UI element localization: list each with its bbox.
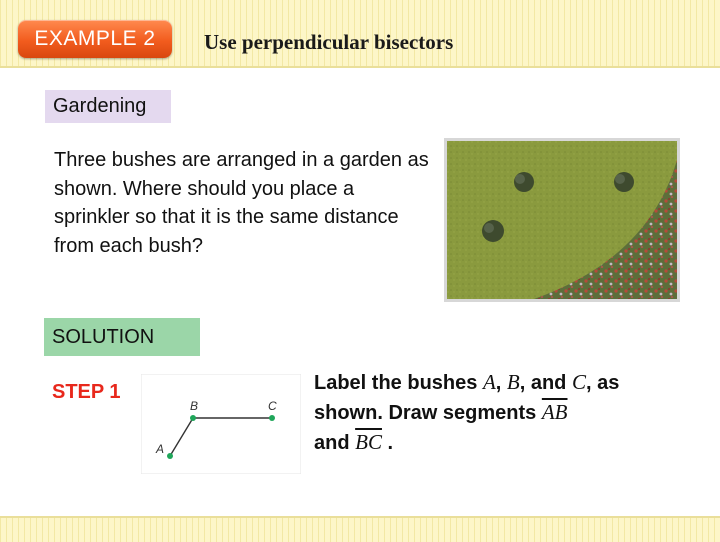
step1-text-part: and: [314, 432, 356, 454]
point-c-dot: [269, 415, 275, 421]
bush-icon: [514, 172, 534, 192]
step1-text-part: Label the bushes: [314, 372, 483, 394]
step1-text-part: ,: [495, 372, 507, 394]
solution-label: SOLUTION: [44, 318, 200, 356]
example-badge: EXAMPLE 2: [18, 20, 172, 58]
point-c-label: C: [268, 399, 277, 413]
step1-text: [314, 368, 674, 458]
segment-ab: [170, 418, 193, 456]
problem-text: Three bushes are arranged in a garden as shown. Where should you place a sprinkler so that it is the same distance from each bush?: [54, 149, 429, 257]
bush-icon: [614, 172, 634, 192]
variable-c: C: [571, 370, 586, 394]
lesson-title: Use perpendicular bisectors: [204, 30, 454, 54]
point-b-dot: [190, 415, 196, 421]
segment-bc-label: $\overline{BC}$: [355, 430, 382, 454]
topic-label: Gardening: [45, 90, 171, 123]
segment-diagram: [141, 374, 301, 474]
point-a-dot: [167, 453, 173, 459]
variable-a: A: [482, 370, 496, 394]
step1-text-part: .: [381, 432, 394, 454]
segment-ab-label: $\overline{AB}$: [541, 400, 568, 424]
point-a-label: A: [156, 442, 165, 456]
garden-image: [444, 138, 680, 302]
bush-icon: [482, 220, 504, 242]
footer-band: [0, 516, 720, 542]
step1-text-part: ,: [585, 372, 592, 394]
step-label: STEP 1: [52, 381, 121, 403]
point-b-label: B: [190, 399, 199, 413]
step1-text-part: , and: [519, 372, 572, 394]
step1-text-part: as shown. Draw segments: [314, 372, 620, 424]
variable-b: B: [506, 370, 520, 394]
